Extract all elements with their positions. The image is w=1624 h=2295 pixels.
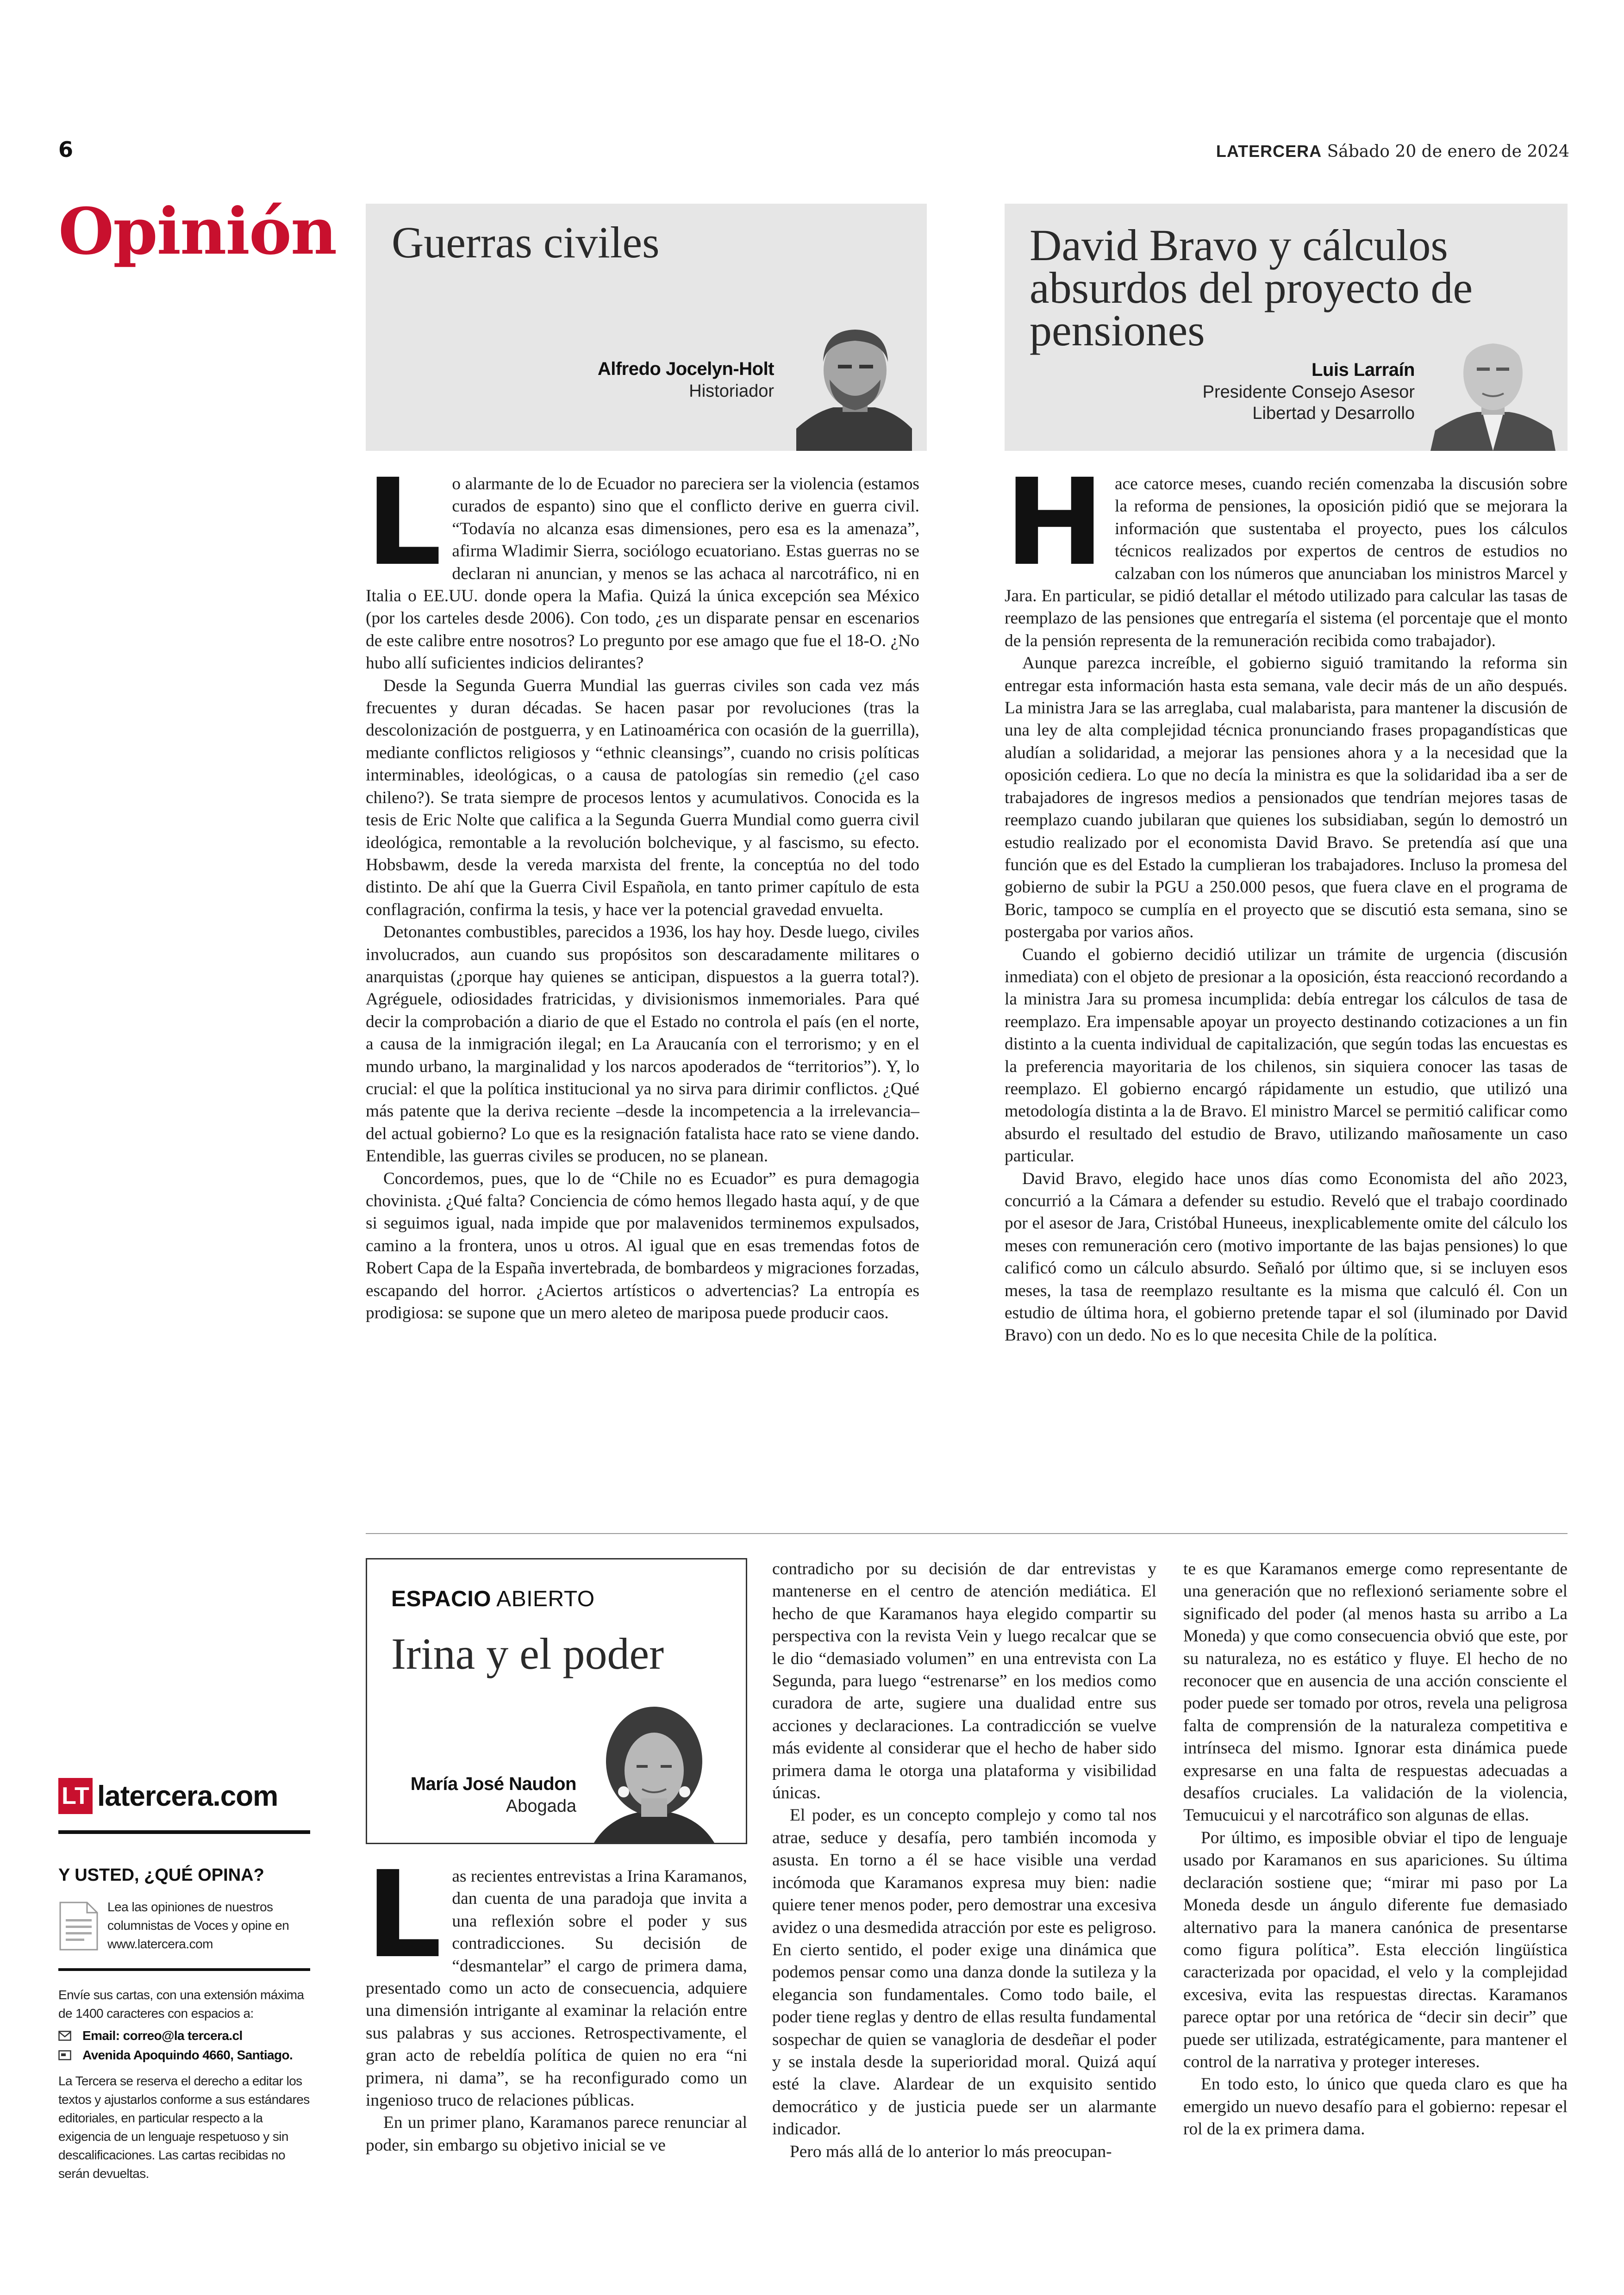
article1-byline	[543, 357, 774, 402]
article2-paragraph-2: Aunque parezca increíble, el gobierno siguió tramitando la reforma sin entregar esta información hasta esta semana, vale decir más de un año después. La ministra Jara se las arreglaba, cual malabarista, para mantener la discusión de una ley de alta complejidad técnica pronunciando frases propagandísticas que aludían a solidaridad, a mejorar las pensiones ahora y a la necesidad que la oposición cediera. Lo que no decía la ministra es que la solidaridad iba a ser de trabajadores de ingresos medios a pensionados que tendrían mejores tasas de reemplazo cuando jubilaran que quienes los subsidiaban, según lo demostró un estudio realizado por el economista David Bravo. Se pretendía así que una función que es del Estado la cumplieran los trabajadores. Incluso la promesa del gobierno de subir la PGU a 250.000 pesos, que fuera clave en el programa de Boric, tampoco se cumplía en el proyecto que se discutió esta semana, sino se postergaba por varios años.	[1005, 654, 1568, 942]
article1-headline: Guerras civiles	[392, 218, 660, 267]
article3-paragraph-3: contradicho por su decisión de dar entrevistas y mantenerse en el centro de atención mediática. El hecho de que Karamanos haya elegido compartir su perspectiva con la revista Vein y luego recalcar que se le dio “demasiado volumen” en una entrevista con La Segunda, para luego “estrenarse” en los medios como curadora de arte, sugiere una dualidad entre sus acciones y declaraciones. La contradicción se vuelve más evidente al considerar que el hecho de haber sido primera dama le otorga una plataforma y visibilidad únicas.	[772, 1559, 1156, 1803]
article2-headbox	[1005, 204, 1568, 451]
article3-section-label: ESPACIO ABIERTO	[391, 1587, 595, 1611]
latercera-logo[interactable]	[58, 1774, 308, 1818]
email-line	[58, 2027, 310, 2045]
article2-dropcap: H	[1005, 453, 1105, 592]
article1-author: Alfredo Jocelyn-Holt	[597, 359, 774, 379]
masthead-date: Sábado 20 de enero de 2024	[1327, 142, 1569, 161]
document-icon	[58, 1901, 99, 1952]
opina-heading: Y USTED, ¿QUÉ OPINA?	[58, 1865, 264, 1885]
masthead-brand: LATERCERA	[1216, 142, 1322, 161]
article2-body	[1005, 453, 1568, 1347]
article2-author-portrait	[1430, 319, 1555, 451]
disclaimer: La Tercera se reserva el derecho a editar los textos y ajustarlos conforme a sus estándares editoriales, en particular respecto a la exigencia de un lenguaje respetuoso y sin descalificaciones. Las cartas recibidas no serán devueltas.	[58, 2074, 310, 2181]
article3-paragraph-8: En todo esto, lo único que queda claro es que ha emergido un nuevo desafío para el gobierno: repesar el rol de la ex primera dama.	[1183, 2075, 1568, 2139]
article3-byline	[373, 1772, 576, 1817]
article1-paragraph-3: Detonantes combustibles, parecidos a 1936, los hay hoy. Desde luego, civiles involucrados, aun cuando sus propósitos son descaradamente militares o anarquistas (¿porque hay quienes se anticipan, dispuestos a la guerra total?). Agréguele, odiosidades fratricidas, y divisionismos inmemoriales. Para qué decir la comprobación a diario de que el Estado no controla el país (en el norte, a causa de la inmigración ilegal; en La Araucanía con el terrorismo; y en el mundo urbano, la marginalidad y los narcos apoderados de “territorios”). Y, lo crucial: el que la política institucional ya no sirva para dirimir conflictos. ¿Qué más patente que la deriva reciente –desde la incompetencia a la irrelevancia– del actual gobierno? Lo que es la resignación fatalista hace rato se viene dando. Entendible, las guerras civiles se producen, no se planean.	[366, 923, 919, 1166]
article3-paragraph-1: Las recientes entrevistas a Irina Karamanos, dan cuenta de una paradoja que invita a una reflexión sobre el poder y sus contradicciones. Su decisión de “desmantelar” el cargo de primera dama, presentado como un acto de consecuencia, adquiere una dimensión intrigante al examinar la relación entre sus palabras y sus acciones. Retrospectivamente, el gran acto de rebeldía política de quien no era “ni primera, ni dama”, se ha reconfigurado como un ingenioso truco de relaciones públicas.	[366, 1846, 747, 2110]
article2-author: Luis Larraín	[1312, 360, 1415, 380]
lt-logo-text: latercera.com	[97, 1780, 278, 1812]
lt-logo-mark: LT	[58, 1778, 93, 1814]
sidebar-rule-middle	[58, 1968, 310, 1971]
article3-role: Abogada	[506, 1796, 576, 1816]
article2-paragraph-4: David Bravo, elegido hace unos días como Economista del año 2023, concurrió a la Cámara a defender su estudio. Reveló que el trabajo coordinado por el asesor de Jara, Cristóbal Huneeus, inexplicablemente omite del cálculo los meses con remuneración cero (motivo importante de las bajas pensiones) lo que calificó como un cálculo absurdo. Señaló por último que, si se incluyen esos meses, la tasa de reemplazo resultante es la misma que calculó él. Con un estudio de última hora, el gobierno pretende tapar el sol (iluminado por David Bravo) con un dedo. No es lo que necesita Chile de la política.	[1005, 1169, 1568, 1345]
article1-paragraph-2: Desde la Segunda Guerra Mundial las guerras civiles son cada vez más frecuentes y duran décadas. Se hacen pasar por revoluciones (tras la descolonización de postguerra, y en Latinoamérica con ocasión de la guerrilla), mediante conflictos religiosos y “ethnic cleansings”, cuando no crisis políticas interminables, ideológicas, o a causa de patologías sin remedio (¿el caso chileno?). Se trata siempre de procesos lentos y acumulativos. Conocida es la tesis de Eric Nolte que califica a la Segunda Guerra Mundial como guerra civil ideológica, remontable a la revolución bolchevique, y al fascismo, su efecto. Hobsbawm, desde la vereda marxista del frente, la conceptúa no del todo distinto. De ahí que la Guerra Civil Española, en tanto primer capítulo de esta conflagración, confirma la tesis, y hace ver la potencial gravedad envuelta.	[366, 676, 919, 919]
article1-body	[366, 453, 919, 1324]
article3-paragraph-4: El poder, es un concepto complejo y como tal nos atrae, seduce y desafía, pero también incomoda y asusta. En torno a él se hace visible una verdad incómoda que Karamanos expresa muy bien: nadie quiere tener menos poder, pero demostrar una excesiva avidez o una desmedida atracción por este es peligroso. En cierto sentido, el poder exige una dinámica que podemos pensar como una danza donde la sutileza y la elegancia son fundamentales. Como todo baile, el poder tiene reglas y dentro de ellas resulta fundamental sospechar de quien se vanagloria de desdeñar el poder y se instala desde la superioridad moral. Quizá aquí esté la clave. Alardear de un exquisito sentido democrático y de justicia puede ser un alarmante indicador.	[772, 1806, 1156, 2139]
article2-paragraph-3: Cuando el gobierno decidió utilizar un trámite de urgencia (discusión inmediata) con el objeto de presionar a la oposición, ésta reaccionó recordando a la ministra Jara su promesa incumplida: debía entregar los cálculos de tasa de reemplazo. Era impensable apoyar un proyecto destinando cotizaciones a un fin distinto a la cuenta individual de capitalización, que según todas las encuestas es la preferencia mayoritaria de los chilenos, sin siquiera conocer las tasas de reemplazo. El gobierno encargó rápidamente un estudio, que utilizó una metodología distinta a la de Bravo. El ministro Marcel se permitió calificar como absurdo el resultado del estudio de Bravo, utilizando mañosamente un caso particular.	[1005, 945, 1568, 1166]
article2-role-line1: Presidente Consejo Asesor	[1202, 382, 1415, 402]
article3-author: María José Naudon	[410, 1774, 576, 1794]
article3-paragraph-2: En un primer plano, Karamanos parece renunciar al poder, sin embargo su objetivo inicial se ve	[366, 2113, 747, 2155]
article3-paragraph-7: Por último, es imposible obviar el tipo de lenguaje usado por Karamanos en sus apariciones. Su última declaración sostiene que; “mirar mi paso por La Moneda desde un ángulo diferente fue demasiado alternativo para la manera canónica de presentarse como figura política”. Esta elección lingüística caracterizada por opacidad, el velo y la complejidad excesiva, evita las respuestas directas. Karamanos parece optar por una retórica de “decir sin decir” que puede ser utilizada, estratégicamente, para mantener el control de la narrativa y proteger intereses.	[1183, 1828, 1568, 2071]
article2-byline	[1137, 358, 1415, 424]
email-address[interactable]: Email: correo@la tercera.cl	[82, 2028, 243, 2043]
article3-dropcap: L	[366, 1846, 442, 1984]
article1-role: Historiador	[689, 381, 774, 401]
article3-paragraph-6: te es que Karamanos emerge como representante de una generación que no reflexionó seriamente sobre el significado del poder (al menos hasta su arribo a La Moneda) y que como consecuencia obvió que este, por su naturaleza, no es estático y fluye. El hecho de no reconocer que en ausencia de una acción consciente el poder puede ser tomado por otros, revela una peligrosa falta de comprensión de la naturaleza competitiva e intrínseca del mismo. Ignorar esta dinámica puede expresarse en una falta de respuestas adecuadas a desafíos cruciales. La validación de la violencia, Temucuicui y el narcotráfico son algunas de ellas.	[1183, 1559, 1568, 1825]
article3-headbox	[366, 1558, 747, 1844]
article1-dropcap: L	[366, 453, 442, 592]
article3-column-3	[1183, 1558, 1568, 2141]
article2-role-line2: Libertad y Desarrollo	[1252, 404, 1415, 423]
article1-paragraph-1: Lo alarmante de lo de Ecuador no pareciera ser la violencia (estamos curados de espanto) sino que el conflicto derive en guerra civil. “Todavía no alcanza esas dimensiones, pero esa es la amenaza”, afirma Wladimir Sierra, sociólogo ecuatoriano. Estas guerras no se declaran ni anuncian, y menos se las achaca al narcotráfico, ni en Italia o EE.UU. donde opera la Mafia. Quizá la única excepción sea México (por los carteles desde 2006). Con todo, ¿es un disparate pensar en escenarios de este calibre entre nosotros? Lo pregunto por ese amago que fue el 18-O. ¿No hubo allí suficientes indicios delirantes?	[366, 453, 919, 673]
article2-headline: David Bravo y cálculos absurdos del proyecto de pensiones	[1030, 220, 1473, 355]
mailbox-icon	[58, 2050, 71, 2060]
article3-paragraph-5: Pero más allá de lo anterior lo más preocupan-	[790, 2142, 1112, 2161]
letters-text: Envíe sus cartas, con una extensión máxima de 1400 caracteres con espacios a:	[58, 1988, 304, 2021]
article3-headline: Irina y el poder	[391, 1629, 664, 1678]
postal-address: Avenida Apoquindo 4660, Santiago.	[82, 2048, 293, 2062]
article3-column-1	[366, 1846, 747, 2157]
email-icon	[58, 2031, 71, 2041]
article3-column-2	[772, 1558, 1156, 2163]
sidebar-rule-top	[58, 1830, 310, 1834]
article3-author-portrait	[585, 1701, 724, 1843]
article2-paragraph-1: Hace catorce meses, cuando recién comenzaba la discusión sobre la reforma de pensiones, la oposición pidió que se mejorara la información que sustentaba el proyecto, pues los cálculos técnicos realizados por expertos de centros de estudios no calzaban con los números que anunciaban los ministros Marcel y Jara. En particular, se pidió detallar el método utilizado para calcular las tasas de reemplazo de las pensiones que entregaría el sistema (el porcentaje que el monto de la pensión representa de la remuneración recibida como trabajador).	[1005, 453, 1568, 650]
opina-text: Lea las opiniones de nuestros columnistas de Voces y opine en www.latercera.com	[107, 1900, 289, 1951]
page-number: 6	[58, 137, 74, 162]
section-title: Opinión	[58, 193, 337, 269]
masthead	[1216, 142, 1569, 161]
article1-headbox	[366, 204, 927, 451]
address-line	[58, 2046, 310, 2064]
section-divider	[366, 1533, 1568, 1534]
article1-paragraph-4: Concordemos, pues, que lo de “Chile no es Ecuador” es pura demagogia chovinista. ¿Qué falta? Conciencia de cómo hemos llegado hasta aquí, y de que si seguimos igual, nada impide que por malavenidos terminemos expulsados, camino a la frontera, unos u otros. Al igual que en esas tremendas fotos de Robert Capa de la España invertebrada, de bombardeos y migraciones forzadas, escapando del horror. ¿Aciertos artísticos o advertencias? La entropía es prodigiosa: se supone que un mero aleteo de mariposa puede producir caos.	[366, 1169, 919, 1323]
article1-author-portrait	[796, 319, 912, 451]
